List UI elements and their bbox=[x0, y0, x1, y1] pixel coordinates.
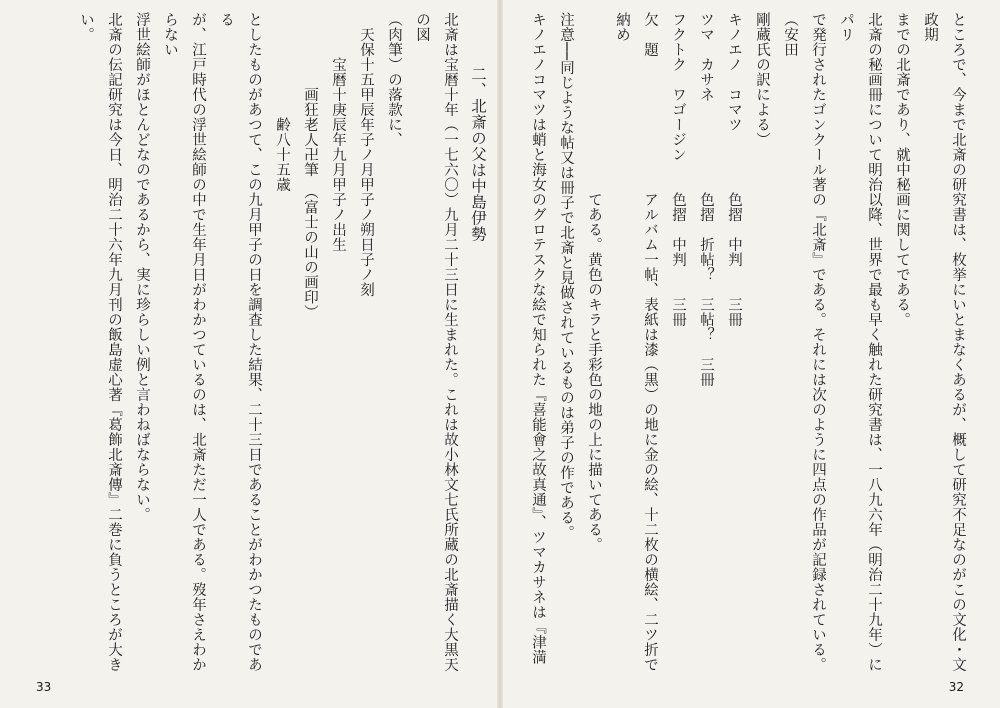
text-line: ツマ カサネ 色摺 折帖？ 三帖？ 三冊 bbox=[698, 12, 714, 387]
section-heading: 二、北斎の父は中島伊勢 bbox=[469, 66, 487, 243]
text-line: 北斎の伝記研究は今日、明治二十六年九月刊の飯島虚心著『葛飾北斎傳』二巻に負うところが大きい。 bbox=[78, 12, 122, 672]
page-number: 33 bbox=[36, 680, 52, 694]
text-line: で発行されたゴンクール著の『北斎』である。それには次のように四点の作品が記録されている。（安田 bbox=[782, 12, 826, 672]
text-line: （肉筆）の落款に、 bbox=[386, 12, 402, 147]
page-number: 32 bbox=[948, 680, 964, 694]
text-line: 北斎の秘画冊について明治以降、世界で最も早く触れた研究書は、一八九六年（明治二十九年）にパリ bbox=[838, 12, 882, 672]
text-line: キノエノコマツは蛸と海女のグロテスクな絵で知られた『喜能會之故真通』、ツマカサネは『津満 bbox=[530, 12, 546, 665]
text-line: フクトク ワゴージン 色摺 中判 三冊 bbox=[670, 12, 686, 327]
text-line: までの北斎であり、就中秘画に関してである。 bbox=[894, 12, 910, 327]
text-line: 宝暦十庚辰年九月甲子ノ出生 bbox=[330, 12, 346, 252]
text-line: てある。黄色のキラと手彩色の地の上に描いてある。 bbox=[586, 12, 602, 552]
text-line: キノエノ コマツ 色摺 中判 三冊 bbox=[726, 12, 742, 327]
page-32-text bbox=[527, 12, 972, 672]
text-line: 画狂老人卍筆 （富士の山の画印） bbox=[302, 12, 318, 320]
text-line: 欠 題 アルバム一帖、表紙は漆（黒）の地に金の絵、十二枚の横絵、二ツ折で納め bbox=[614, 12, 658, 672]
text-line: 注意──同じような帖又は冊子で北斎と見做されているものは弟子の作である。 bbox=[558, 12, 574, 541]
text-line: 天保十五甲辰年子ノ月甲子ノ朔日子ノ刻 bbox=[358, 12, 374, 297]
text-line: としたものがあつて、この九月甲子の日を調査した結果、二十三日であることがわかつたものである bbox=[218, 12, 262, 672]
page-32 bbox=[500, 0, 1000, 708]
text-line: 北斎は宝暦十年（一七六〇）九月二十三日に生まれた。これは故小林文七氏所蔵の北斎描く大黒天の図 bbox=[414, 12, 458, 672]
text-line: 齢八十五歳 bbox=[274, 12, 290, 192]
text-line: が、江戸時代の浮世絵師の中で生年月日がわかつているのは、北斎ただ一人である。歿年さえわからない bbox=[162, 12, 206, 672]
text-line: ところで、今まで北斎の研究書は、枚挙にいとまなくあるが、概して研究不足なのがこの文化・文政期 bbox=[922, 12, 966, 672]
text-line: 浮世絵師がほとんどなのであるから、実に珍らしい例と言わねばならない。 bbox=[134, 12, 150, 522]
page-33-text bbox=[22, 12, 492, 672]
text-line: 剛蔵氏の訳による） bbox=[754, 12, 770, 147]
